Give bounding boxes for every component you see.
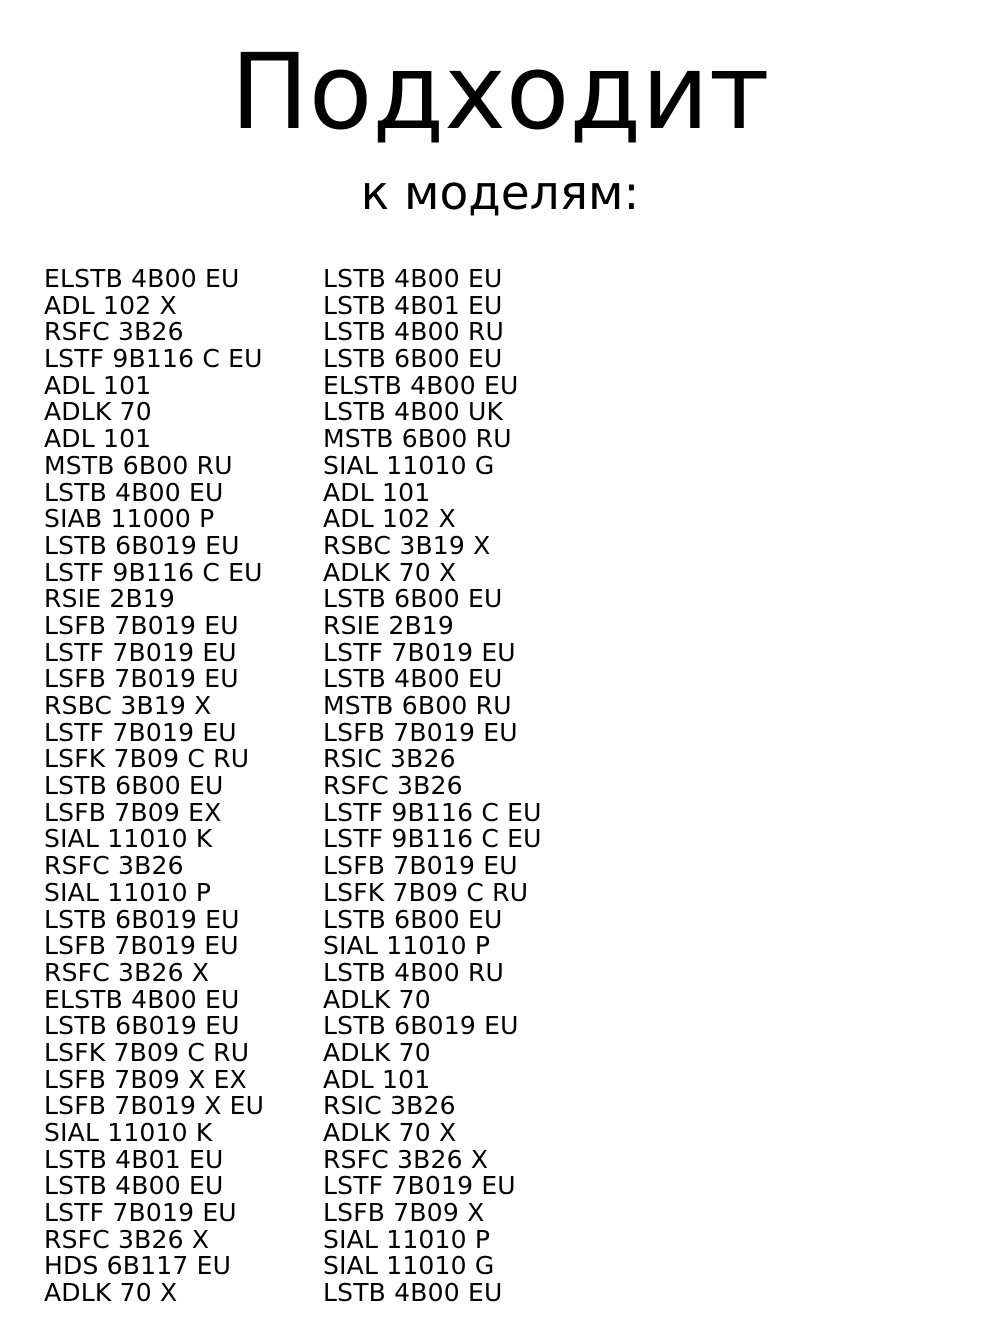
model-item: RSFC 3B26 (323, 771, 463, 801)
model-item: RSBC 3B19 X (323, 530, 491, 560)
model-item: LSTB 6B00 EU (323, 904, 503, 934)
model-item: ADLK 70 (44, 397, 152, 427)
model-item: ADL 101 (44, 424, 152, 454)
model-item: RSFC 3B26 (44, 851, 184, 881)
model-item: LSFB 7B019 X EU (44, 1091, 265, 1121)
model-item: ADL 101 (323, 477, 431, 507)
model-item: LSTB 4B00 EU (44, 1171, 224, 1201)
model-item: LSFB 7B09 EX (44, 797, 222, 827)
model-item: LSFB 7B09 X (323, 1198, 485, 1228)
model-item: LSFB 7B019 EU (323, 717, 518, 747)
model-item: LSTB 6B019 EU (44, 1011, 240, 1041)
model-item: LSTB 4B01 EU (323, 290, 503, 320)
model-item: ADLK 70 X (44, 1278, 178, 1308)
model-item: ADLK 70 (323, 1037, 431, 1067)
model-item: LSTB 6B019 EU (44, 530, 240, 560)
model-item: LSTB 4B00 EU (44, 477, 224, 507)
model-item: LSTB 6B00 EU (323, 344, 503, 374)
model-item: RSIE 2B19 (44, 584, 176, 614)
model-item: LSFK 7B09 C RU (323, 877, 529, 907)
model-item: SIAL 11010 P (323, 931, 491, 961)
model-item: ADL 101 (44, 370, 152, 400)
model-item: LSTF 9B116 C EU (323, 797, 542, 827)
model-item: LSTB 6B00 EU (44, 771, 224, 801)
model-item: ELSTB 4B00 EU (44, 984, 240, 1014)
model-item: LSTB 6B019 EU (44, 904, 240, 934)
model-item: SIAL 11010 K (44, 1118, 213, 1147)
model-item: RSIC 3B26 (323, 1091, 456, 1121)
model-item: ADLK 70 X (323, 557, 457, 587)
model-item: SIAL 11010 P (323, 1224, 491, 1254)
model-item: ADL 101 (323, 1064, 431, 1094)
model-item: MSTB 6B00 RU (323, 424, 512, 454)
model-item: LSTF 9B116 C EU (323, 824, 542, 854)
model-item: SIAL 11010 K (44, 824, 213, 854)
model-item: ELSTB 4B00 EU (323, 370, 519, 400)
model-item: LSFB 7B09 X EX (44, 1064, 247, 1094)
model-item: ADLK 70 (323, 984, 431, 1014)
model-item: ADLK 70 X (323, 1118, 457, 1147)
model-item: SIAL 11010 G (323, 1251, 495, 1281)
model-item: RSIC 3B26 (323, 744, 456, 774)
model-item: RSFC 3B26 X (44, 1224, 210, 1254)
model-item: LSFB 7B019 EU (44, 664, 239, 694)
model-item: HDS 6B117 EU (44, 1251, 232, 1281)
model-item: RSFC 3B26 X (44, 957, 210, 987)
page-title: Подходит (230, 31, 770, 153)
model-item: RSIE 2B19 (323, 610, 455, 640)
model-item: LSTF 7B019 EU (323, 637, 516, 667)
model-item: ADL 102 X (44, 290, 177, 320)
model-item: SIAL 11010 G (323, 450, 495, 480)
model-item: LSTB 4B00 RU (323, 317, 505, 347)
model-item: LSTB 6B019 EU (323, 1011, 519, 1041)
model-item: RSFC 3B26 (44, 317, 184, 347)
model-item: LSTB 6B00 EU (323, 584, 503, 614)
model-item: LSFB 7B019 EU (44, 931, 239, 961)
model-item: LSFK 7B09 C RU (44, 744, 250, 774)
page-subtitle: к моделям: (360, 166, 640, 221)
model-item: LSTB 4B00 EU (323, 1278, 503, 1308)
model-item: SIAL 11010 P (44, 877, 212, 907)
model-item: RSBC 3B19 X (44, 691, 212, 720)
model-item: LSTF 7B019 EU (44, 637, 237, 667)
models-list-left (44, 266, 264, 1307)
model-item: LSTF 7B019 EU (323, 1171, 516, 1201)
model-item: MSTB 6B00 RU (44, 450, 233, 480)
model-item: LSTB 4B01 EU (44, 1144, 224, 1174)
model-item: SIAB 11000 P (44, 504, 215, 534)
model-item: LSTB 4B00 RU (323, 957, 505, 987)
model-item: LSFB 7B019 EU (44, 610, 239, 640)
model-item: LSTF 7B019 EU (44, 1198, 237, 1228)
model-item: LSFB 7B019 EU (323, 851, 518, 881)
model-item: LSTF 7B019 EU (44, 717, 237, 747)
model-item: LSTF 9B116 C EU (44, 557, 263, 587)
model-item: LSTF 9B116 C EU (44, 344, 263, 374)
model-item: LSTB 4B00 EU (323, 264, 503, 293)
model-item: ELSTB 4B00 EU (44, 264, 240, 293)
model-item: LSTB 4B00 UK (323, 397, 504, 427)
model-item: LSFK 7B09 C RU (44, 1037, 250, 1067)
models-list-right (323, 266, 542, 1307)
model-item: LSTB 4B00 EU (323, 664, 503, 694)
model-item: ADL 102 X (323, 504, 456, 534)
model-item: MSTB 6B00 RU (323, 691, 512, 720)
model-item: RSFC 3B26 X (323, 1144, 489, 1174)
